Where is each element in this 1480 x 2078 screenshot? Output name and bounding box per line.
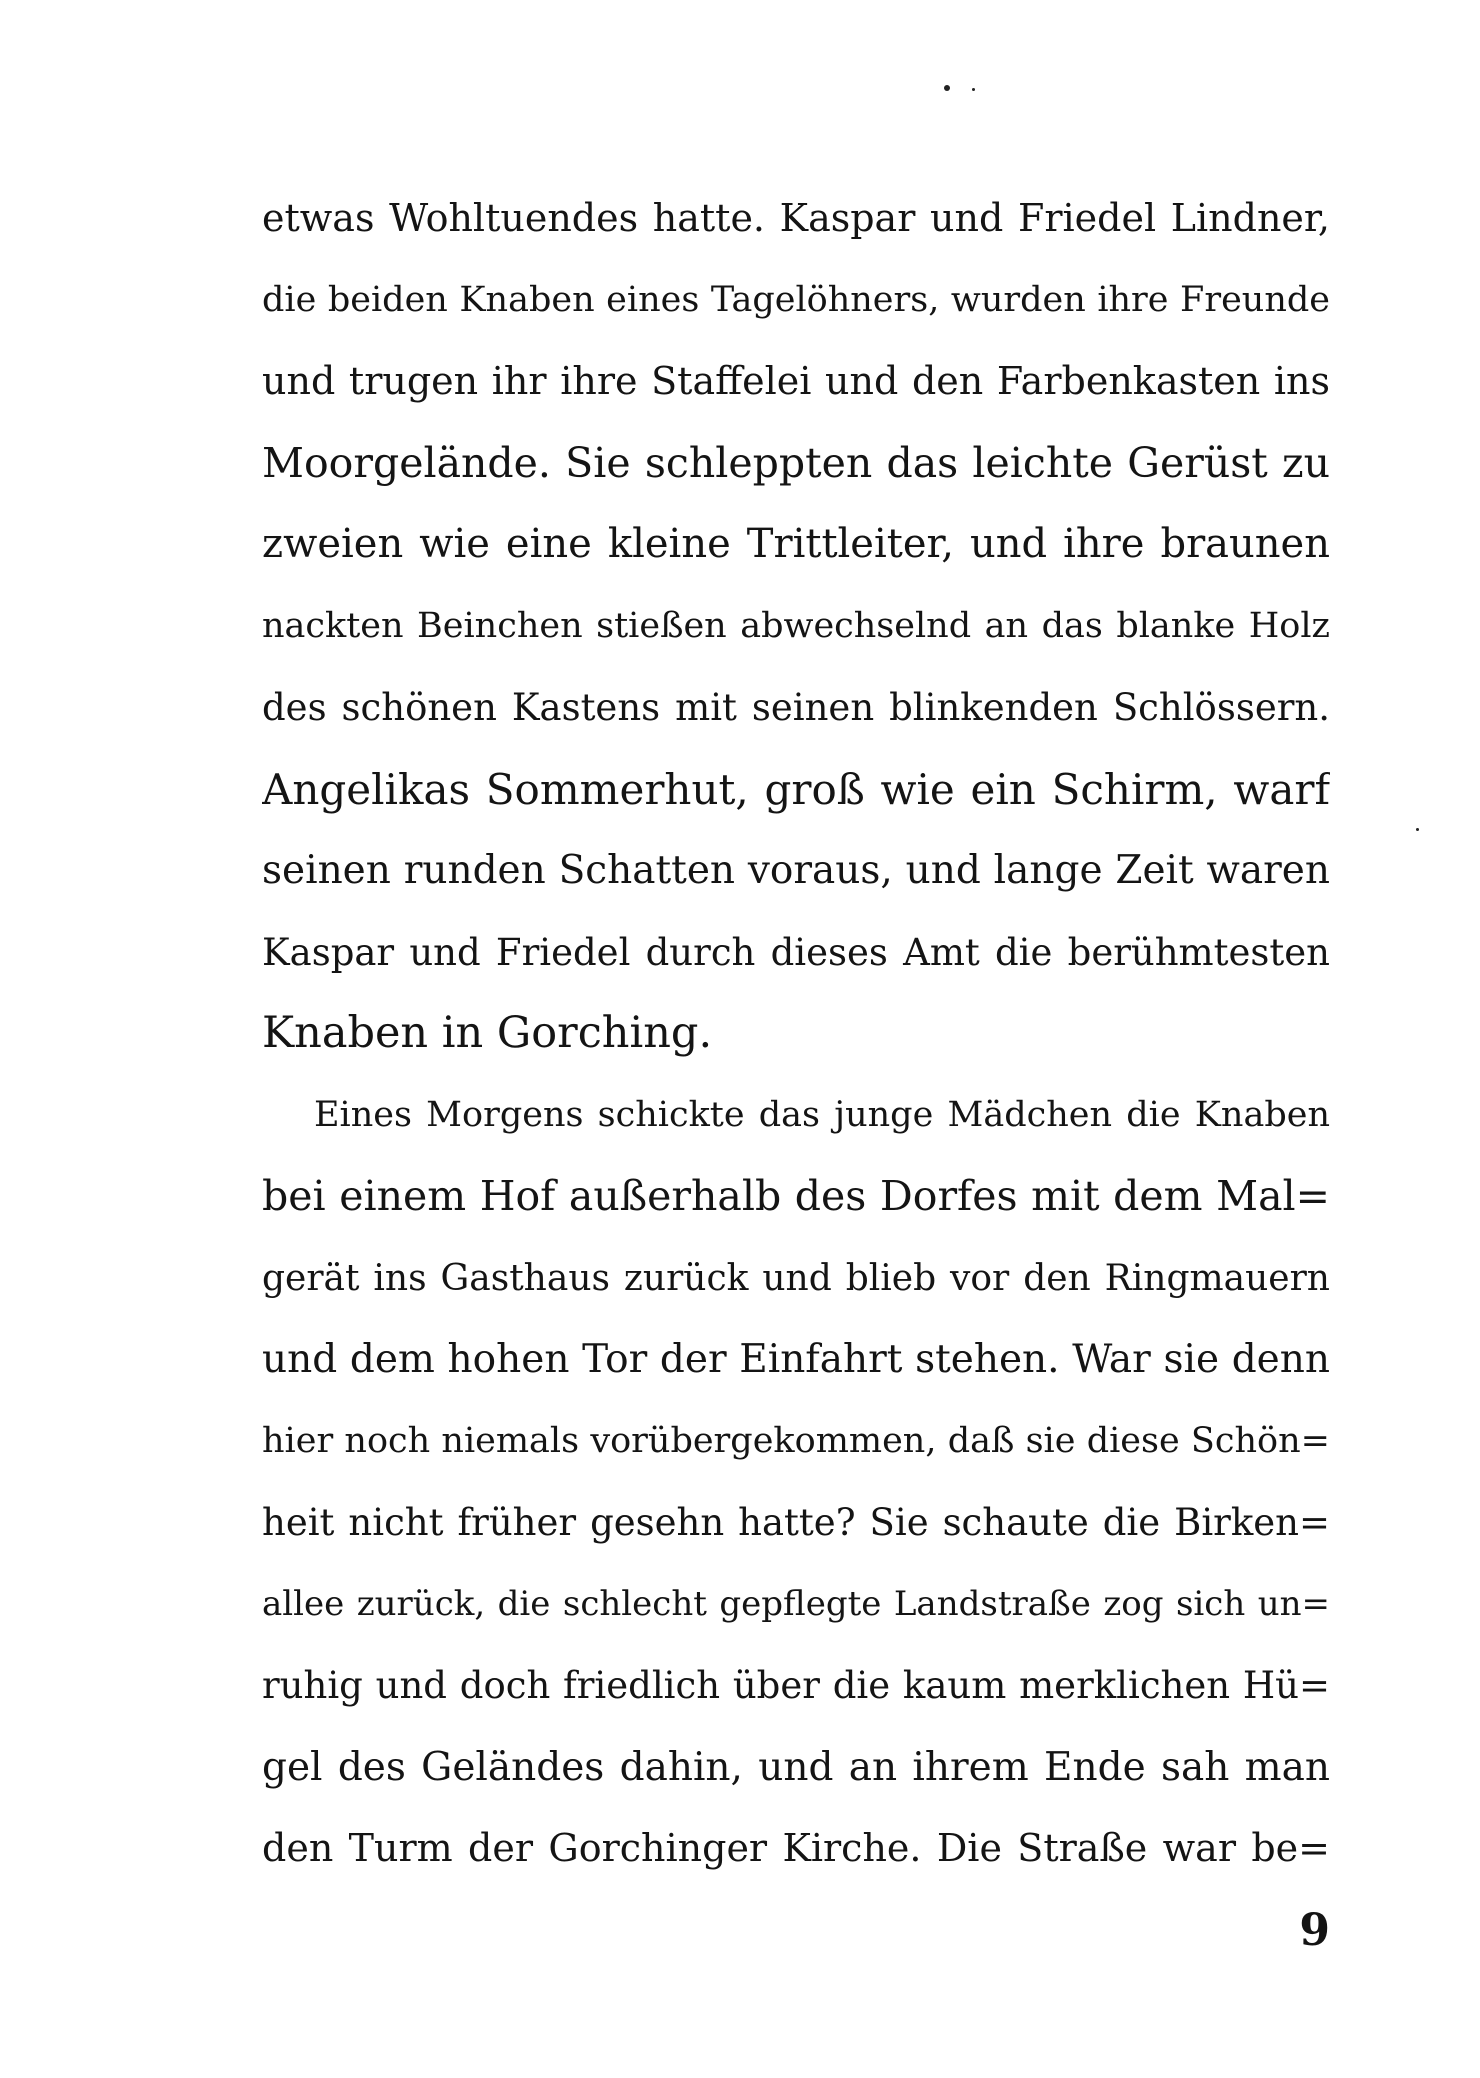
text-line: den Turm der Gorchinger Kirche. Die Straße war be= [262, 1826, 1330, 1870]
paragraph-2 [262, 1075, 1330, 1890]
text-line: und trugen ihr ihre Staffelei und den Farbenkasten ins [262, 359, 1330, 403]
ink-speck [972, 88, 975, 91]
text-line: Eines Morgens schickte das junge Mädchen die Knaben [314, 1094, 1330, 1135]
text-line: und dem hohen Tor der Einfahrt stehen. War sie denn [262, 1337, 1330, 1382]
text-line: Angelikas Sommerhut, groß wie ein Schirm, warf [262, 764, 1330, 814]
text-line: hier noch niemals vorübergekommen, daß sie diese Schön= [262, 1420, 1330, 1461]
ink-speck [944, 85, 950, 91]
text-line: allee zurück, die schlecht gepflegte Landstraße zog sich un= [262, 1583, 1330, 1624]
text-line: bei einem Hof außerhalb des Dorfes mit dem Mal= [262, 1172, 1330, 1220]
text-line: Moorgelände. Sie schleppten das leichte Gerüst zu [262, 438, 1330, 487]
text-line: gerät ins Gasthaus zurück und blieb vor den Ringmauern [262, 1257, 1330, 1299]
text-line: seinen runden Schatten voraus, und lange Zeit waren [262, 848, 1330, 893]
text-line: heit nicht früher gesehn hatte? Sie schaute die Birken= [262, 1501, 1330, 1544]
text-line: Knaben in Gorching. [262, 1008, 713, 1058]
body-text [262, 178, 1330, 1890]
text-line: gel des Geländes dahin, und an ihrem Ende sah man [262, 1744, 1330, 1790]
text-line: Kaspar und Friedel durch dieses Amt die berühmtesten [262, 930, 1330, 974]
text-line: zweien wie eine kleine Trittleiter, und ihre braunen [262, 521, 1330, 567]
text-line: etwas Wohltuendes hatte. Kaspar und Friedel Lindner, [262, 196, 1330, 240]
text-line: ruhig und doch friedlich über die kaum merklichen Hü= [262, 1664, 1330, 1707]
ink-speck [1416, 828, 1419, 831]
text-line: die beiden Knaben eines Tagelöhners, wurden ihre Freunde [262, 279, 1330, 320]
text-line: nackten Beinchen stießen abwechselnd an das blanke Holz [262, 605, 1330, 646]
text-line: des schönen Kastens mit seinen blinkenden Schlössern. [262, 686, 1330, 729]
page-number: 9 [1299, 1905, 1330, 1956]
paragraph-1 [262, 178, 1330, 1075]
